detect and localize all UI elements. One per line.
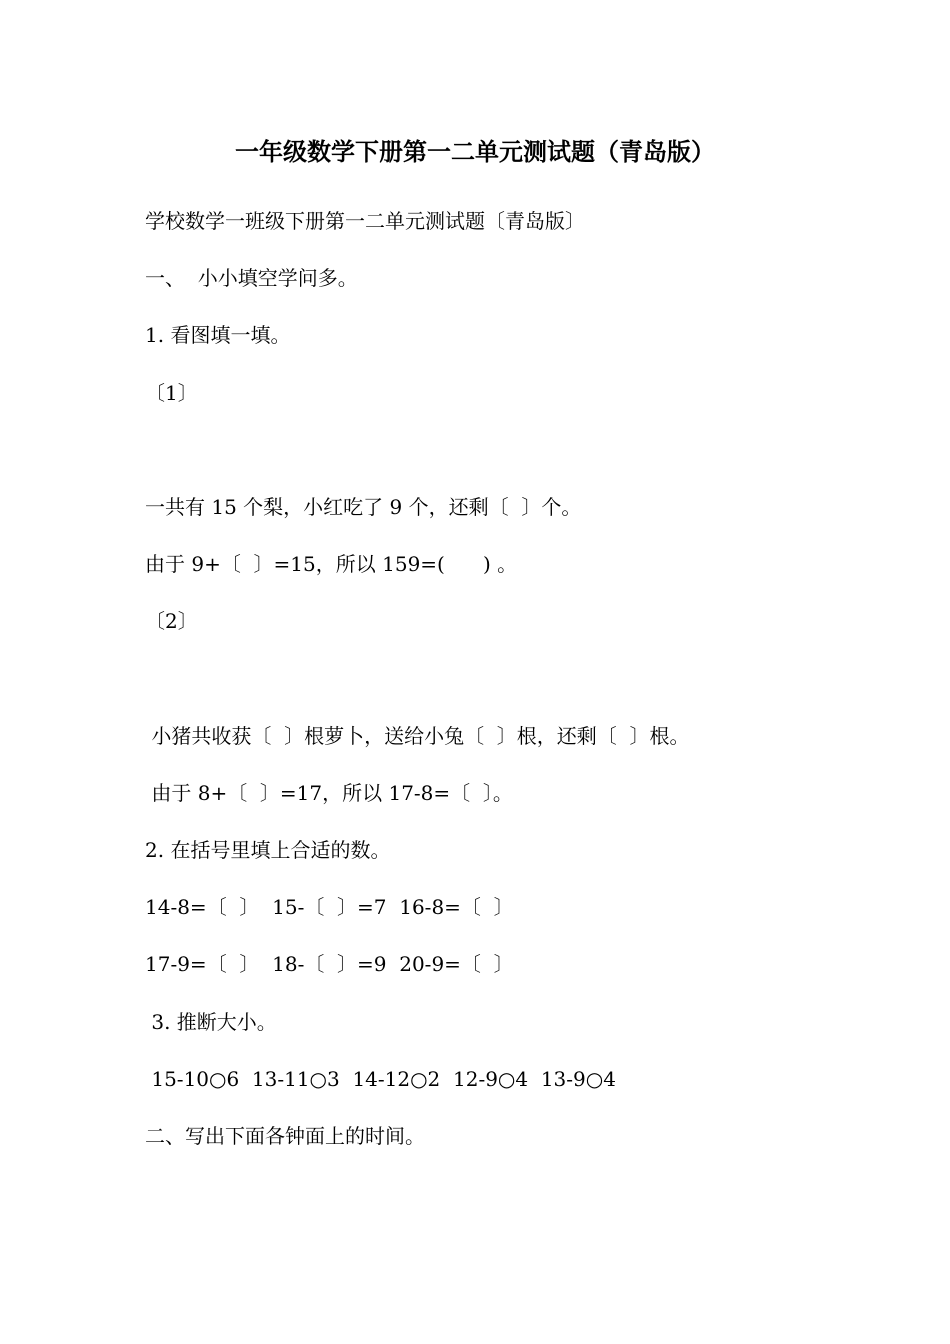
document-title: 一年级数学下册第一二单元测试题（青岛版）: [235, 137, 715, 166]
document-subtitle: 学校数学一班级下册第一二单元测试题〔青岛版〕: [145, 209, 585, 233]
question-1-part-2-line-1: 小猪共收获〔 〕根萝卜，送给小兔〔 〕根，还剩〔 〕根。: [145, 724, 690, 748]
question-1-part-2-label: 〔2〕: [145, 609, 198, 633]
question-2-label: 2. 在括号里填上合适的数。: [145, 838, 391, 862]
question-1-part-2-line-2: 由于 8+〔 〕=17，所以 17-8=〔 〕。: [145, 781, 513, 805]
question-1-part-1-line-1: 一共有 15 个梨，小红吃了 9 个，还剩〔 〕个。: [145, 495, 582, 519]
section-1-heading: 一、 小小填空学问多。: [145, 266, 358, 290]
question-3-row-1: 15-10○6 13-11○3 14-12○2 12-9○4 13-9○4: [145, 1067, 616, 1091]
question-2-row-1: 14-8=〔 〕 15-〔 〕=7 16-8=〔 〕: [145, 895, 514, 919]
question-2-row-2: 17-9=〔 〕 18-〔 〕=9 20-9=〔 〕: [145, 952, 514, 976]
section-2-heading: 二、写出下面各钟面上的时间。: [145, 1124, 425, 1148]
question-3-label: 3. 推断大小。: [145, 1010, 277, 1034]
question-1-label: 1. 看图填一填。: [145, 323, 291, 347]
question-1-part-1-line-2: 由于 9+〔 〕=15，所以 159=( ) 。: [145, 552, 518, 576]
question-1-part-1-label: 〔1〕: [145, 381, 198, 405]
